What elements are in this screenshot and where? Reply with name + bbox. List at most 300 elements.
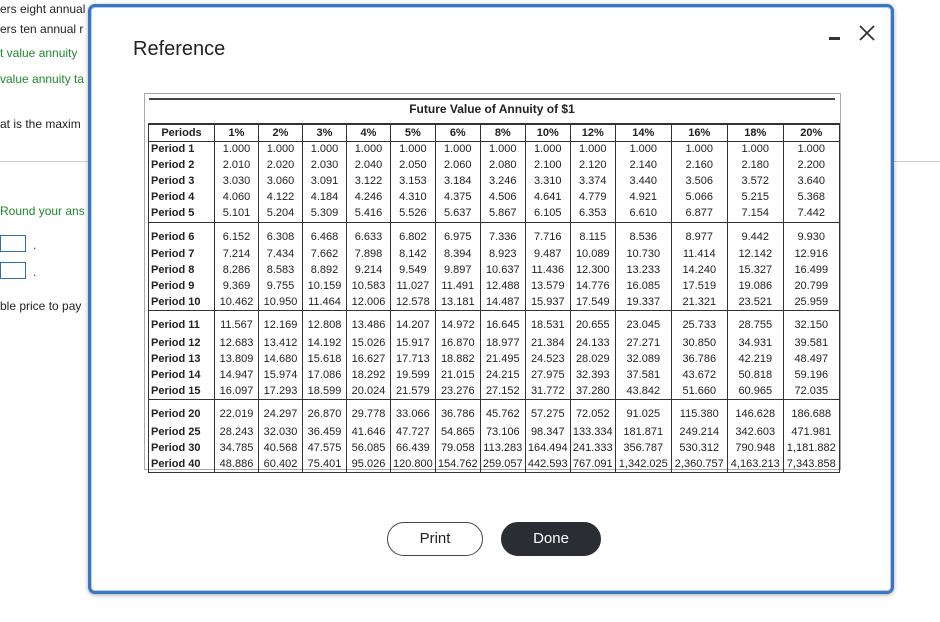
row-period-label: Period 6 <box>149 222 215 247</box>
table-cell: 146.628 <box>727 400 783 425</box>
row-period-label: Period 11 <box>149 311 215 336</box>
table-cell: 17.086 <box>303 367 347 383</box>
bg-link-present-value-annuity[interactable]: t value annuity <box>0 46 78 60</box>
row-period-label: Period 15 <box>149 383 215 399</box>
table-cell: 29.778 <box>347 400 391 425</box>
table-cell: 1.000 <box>259 142 303 158</box>
table-cell: 36.786 <box>435 400 480 425</box>
table-cell: 8.536 <box>615 222 671 247</box>
table-cell: 6.633 <box>347 222 391 247</box>
table-cell: 8.394 <box>435 247 480 263</box>
table-cell: 72.035 <box>783 383 839 399</box>
table-cell: 5.215 <box>727 190 783 206</box>
table-row <box>149 440 840 456</box>
table-cell: 32.393 <box>570 367 615 383</box>
table-cell: 45.762 <box>480 400 525 425</box>
table-cell: 32.089 <box>615 351 671 367</box>
row-period-label: Period 10 <box>149 295 215 311</box>
table-cell: 14.680 <box>259 351 303 367</box>
table-cell: 12.808 <box>303 311 347 336</box>
table-cell: 72.052 <box>570 400 615 425</box>
table-cell: 3.153 <box>391 174 436 190</box>
table-cell: 154.762 <box>435 456 480 472</box>
column-header-rate: 2% <box>259 124 303 142</box>
column-header-rate: 18% <box>727 124 783 142</box>
table-cell: 16.499 <box>783 263 839 279</box>
bg-divider-right <box>894 161 940 162</box>
table-cell: 6.610 <box>615 206 671 222</box>
table-cell: 5.066 <box>671 190 727 206</box>
table-cell: 13.233 <box>615 263 671 279</box>
table-cell: 17.713 <box>391 351 436 367</box>
table-cell: 10.730 <box>615 247 671 263</box>
table-cell: 73.106 <box>480 424 525 440</box>
table-cell: 28.243 <box>215 424 259 440</box>
bg-answer-input-2[interactable] <box>0 262 26 279</box>
table-cell: 33.066 <box>391 400 436 425</box>
table-cell: 4.122 <box>259 190 303 206</box>
table-cell: 4.246 <box>347 190 391 206</box>
table-cell: 15.917 <box>391 335 436 351</box>
table-row <box>149 424 840 440</box>
table-cell: 12.578 <box>391 295 436 311</box>
table-cell: 48.497 <box>783 351 839 367</box>
column-header-rate: 14% <box>615 124 671 142</box>
table-cell: 11.491 <box>435 279 480 295</box>
table-cell: 120.800 <box>391 456 436 472</box>
table-cell: 767.091 <box>570 456 615 472</box>
table-cell: 43.842 <box>615 383 671 399</box>
table-cell: 23.045 <box>615 311 671 336</box>
table-cell: 15.974 <box>259 367 303 383</box>
row-period-label: Period 4 <box>149 190 215 206</box>
table-cell: 356.787 <box>615 440 671 456</box>
table-row <box>149 222 840 247</box>
column-header-rate: 5% <box>391 124 436 142</box>
table-cell: 14.776 <box>570 279 615 295</box>
close-icon[interactable] <box>857 23 877 43</box>
table-cell: 18.292 <box>347 367 391 383</box>
table-cell: 91.025 <box>615 400 671 425</box>
table-cell: 25.733 <box>671 311 727 336</box>
table-cell: 8.892 <box>303 263 347 279</box>
table-cell: 2.010 <box>215 158 259 174</box>
table-cell: 98.347 <box>525 424 570 440</box>
table-cell: 2.050 <box>391 158 436 174</box>
table-cell: 12.006 <box>347 295 391 311</box>
column-header-rate: 12% <box>570 124 615 142</box>
table-cell: 10.950 <box>259 295 303 311</box>
future-value-annuity-table <box>148 123 840 473</box>
table-cell: 40.568 <box>259 440 303 456</box>
table-cell: 4.184 <box>303 190 347 206</box>
table-cell: 5.204 <box>259 206 303 222</box>
table-cell: 14.192 <box>303 335 347 351</box>
row-period-label: Period 14 <box>149 367 215 383</box>
row-period-label: Period 3 <box>149 174 215 190</box>
row-period-label: Period 12 <box>149 335 215 351</box>
table-cell: 442.593 <box>525 456 570 472</box>
table-cell: 50.818 <box>727 367 783 383</box>
table-cell: 7.336 <box>480 222 525 247</box>
column-header-rate: 3% <box>303 124 347 142</box>
table-cell: 5.309 <box>303 206 347 222</box>
table-cell: 5.526 <box>391 206 436 222</box>
table-cell: 59.196 <box>783 367 839 383</box>
table-row <box>149 367 840 383</box>
table-cell: 8.286 <box>215 263 259 279</box>
table-cell: 28.755 <box>727 311 783 336</box>
table-cell: 21.495 <box>480 351 525 367</box>
table-cell: 43.672 <box>671 367 727 383</box>
table-cell: 2.060 <box>435 158 480 174</box>
table-cell: 181.871 <box>615 424 671 440</box>
table-cell: 42.219 <box>727 351 783 367</box>
table-cell: 26.870 <box>303 400 347 425</box>
table-cell: 60.402 <box>259 456 303 472</box>
row-period-label: Period 8 <box>149 263 215 279</box>
table-cell: 6.802 <box>391 222 436 247</box>
bg-question-line-4: ble price to pay <box>0 299 82 313</box>
row-period-label: Period 30 <box>149 440 215 456</box>
table-cell: 9.369 <box>215 279 259 295</box>
table-cell: 10.583 <box>347 279 391 295</box>
table-cell: 9.930 <box>783 222 839 247</box>
table-cell: 19.086 <box>727 279 783 295</box>
table-cell: 18.977 <box>480 335 525 351</box>
table-cell: 15.026 <box>347 335 391 351</box>
table-cell: 4.921 <box>615 190 671 206</box>
table-cell: 18.599 <box>303 383 347 399</box>
table-cell: 9.897 <box>435 263 480 279</box>
table-row <box>149 383 840 399</box>
table-row <box>149 142 840 158</box>
table-cell: 14.972 <box>435 311 480 336</box>
table-cell: 30.850 <box>671 335 727 351</box>
table-cell: 13.181 <box>435 295 480 311</box>
table-row <box>149 456 840 472</box>
table-cell: 7.662 <box>303 247 347 263</box>
table-cell: 6.877 <box>671 206 727 222</box>
table-cell: 164.494 <box>525 440 570 456</box>
table-cell: 41.646 <box>347 424 391 440</box>
table-cell: 17.549 <box>570 295 615 311</box>
table-cell: 16.097 <box>215 383 259 399</box>
table-cell: 6.468 <box>303 222 347 247</box>
table-cell: 2.020 <box>259 158 303 174</box>
column-header-rate: 10% <box>525 124 570 142</box>
table-cell: 12.142 <box>727 247 783 263</box>
table-cell: 27.152 <box>480 383 525 399</box>
table-cell: 530.312 <box>671 440 727 456</box>
table-cell: 259.057 <box>480 456 525 472</box>
table-cell: 241.333 <box>570 440 615 456</box>
table-cell: 14.487 <box>480 295 525 311</box>
table-cell: 14.240 <box>671 263 727 279</box>
bg-question-line-2: ers ten annual r <box>0 22 84 36</box>
bg-input-suffix-2: . <box>33 265 37 279</box>
table-cell: 7.214 <box>215 247 259 263</box>
table-cell: 12.488 <box>480 279 525 295</box>
table-cell: 13.579 <box>525 279 570 295</box>
table-cell: 21.321 <box>671 295 727 311</box>
table-cell: 3.030 <box>215 174 259 190</box>
table-row <box>149 279 840 295</box>
table-cell: 790.948 <box>727 440 783 456</box>
table-cell: 21.579 <box>391 383 436 399</box>
table-cell: 34.931 <box>727 335 783 351</box>
table-cell: 56.085 <box>347 440 391 456</box>
bg-input-suffix-1: . <box>33 238 37 252</box>
bg-link-value-annuity-table[interactable]: value annuity ta <box>0 72 85 86</box>
table-cell: 23.276 <box>435 383 480 399</box>
table-cell: 16.645 <box>480 311 525 336</box>
table-cell: 7.442 <box>783 206 839 222</box>
table-cell: 8.923 <box>480 247 525 263</box>
table-cell: 21.015 <box>435 367 480 383</box>
reference-dialog <box>88 4 894 594</box>
table-cell: 4.506 <box>480 190 525 206</box>
table-cell: 12.916 <box>783 247 839 263</box>
table-cell: 95.026 <box>347 456 391 472</box>
table-cell: 15.327 <box>727 263 783 279</box>
table-cell: 12.169 <box>259 311 303 336</box>
table-cell: 1.000 <box>347 142 391 158</box>
table-top-rule <box>149 98 835 100</box>
table-cell: 1.000 <box>435 142 480 158</box>
table-cell: 1.000 <box>570 142 615 158</box>
table-cell: 32.030 <box>259 424 303 440</box>
table-cell: 31.772 <box>525 383 570 399</box>
row-period-label: Period 2 <box>149 158 215 174</box>
table-cell: 19.337 <box>615 295 671 311</box>
table-cell: 7.434 <box>259 247 303 263</box>
table-cell: 9.214 <box>347 263 391 279</box>
table-cell: 39.581 <box>783 335 839 351</box>
table-cell: 4.310 <box>391 190 436 206</box>
table-cell: 6.152 <box>215 222 259 247</box>
table-cell: 3.060 <box>259 174 303 190</box>
table-header-row <box>149 124 840 142</box>
table-cell: 24.215 <box>480 367 525 383</box>
table-cell: 2.030 <box>303 158 347 174</box>
row-period-label: Period 9 <box>149 279 215 295</box>
table-cell: 9.549 <box>391 263 436 279</box>
table-cell: 2,360.757 <box>671 456 727 472</box>
table-cell: 1.000 <box>783 142 839 158</box>
table-cell: 37.581 <box>615 367 671 383</box>
table-cell: 471.981 <box>783 424 839 440</box>
table-cell: 34.785 <box>215 440 259 456</box>
table-row <box>149 206 840 222</box>
table-cell: 22.019 <box>215 400 259 425</box>
table-cell: 1,181.882 <box>783 440 839 456</box>
table-row <box>149 247 840 263</box>
table-cell: 6.975 <box>435 222 480 247</box>
minimize-icon[interactable] <box>829 37 840 40</box>
table-cell: 51.660 <box>671 383 727 399</box>
column-header-rate: 4% <box>347 124 391 142</box>
table-cell: 20.799 <box>783 279 839 295</box>
table-row <box>149 190 840 206</box>
table-cell: 48.886 <box>215 456 259 472</box>
table-cell: 5.101 <box>215 206 259 222</box>
table-cell: 6.353 <box>570 206 615 222</box>
table-cell: 24.297 <box>259 400 303 425</box>
table-cell: 11.436 <box>525 263 570 279</box>
table-cell: 60.965 <box>727 383 783 399</box>
column-header-rate: 6% <box>435 124 480 142</box>
row-period-label: Period 13 <box>149 351 215 367</box>
table-cell: 1.000 <box>480 142 525 158</box>
table-cell: 249.214 <box>671 424 727 440</box>
table-cell: 3.246 <box>480 174 525 190</box>
table-cell: 10.089 <box>570 247 615 263</box>
bg-divider-left <box>0 161 88 162</box>
table-cell: 17.293 <box>259 383 303 399</box>
table-cell: 20.024 <box>347 383 391 399</box>
table-cell: 4.641 <box>525 190 570 206</box>
table-cell: 66.439 <box>391 440 436 456</box>
table-cell: 7,343.858 <box>783 456 839 472</box>
table-cell: 16.627 <box>347 351 391 367</box>
table-cell: 14.947 <box>215 367 259 383</box>
table-cell: 9.442 <box>727 222 783 247</box>
table-cell: 16.870 <box>435 335 480 351</box>
table-cell: 47.575 <box>303 440 347 456</box>
table-cell: 8.583 <box>259 263 303 279</box>
bg-question-line-1: ers eight annual <box>0 2 86 16</box>
table-cell: 2.080 <box>480 158 525 174</box>
bg-question-line-3: at is the maxim <box>0 117 81 131</box>
table-cell: 21.384 <box>525 335 570 351</box>
table-row <box>149 400 840 425</box>
table-row <box>149 158 840 174</box>
table-cell: 6.308 <box>259 222 303 247</box>
table-cell: 13.412 <box>259 335 303 351</box>
table-cell: 75.401 <box>303 456 347 472</box>
table-cell: 32.150 <box>783 311 839 336</box>
table-cell: 37.280 <box>570 383 615 399</box>
table-cell: 3.310 <box>525 174 570 190</box>
table-cell: 8.142 <box>391 247 436 263</box>
table-cell: 18.531 <box>525 311 570 336</box>
table-cell: 23.521 <box>727 295 783 311</box>
table-cell: 1.000 <box>671 142 727 158</box>
row-period-label: Period 7 <box>149 247 215 263</box>
table-cell: 8.115 <box>570 222 615 247</box>
table-cell: 10.159 <box>303 279 347 295</box>
table-cell: 4.779 <box>570 190 615 206</box>
done-button[interactable]: Done <box>501 522 601 556</box>
table-cell: 1.000 <box>525 142 570 158</box>
table-cell: 5.637 <box>435 206 480 222</box>
row-period-label: Period 40 <box>149 456 215 472</box>
table-cell: 24.523 <box>525 351 570 367</box>
table-cell: 24.133 <box>570 335 615 351</box>
table-cell: 3.374 <box>570 174 615 190</box>
table-cell: 2.140 <box>615 158 671 174</box>
table-cell: 27.975 <box>525 367 570 383</box>
table-cell: 17.519 <box>671 279 727 295</box>
table-cell: 7.898 <box>347 247 391 263</box>
table-cell: 1.000 <box>391 142 436 158</box>
table-cell: 1.000 <box>615 142 671 158</box>
row-period-label: Period 5 <box>149 206 215 222</box>
table-cell: 9.755 <box>259 279 303 295</box>
table-cell: 13.809 <box>215 351 259 367</box>
table-cell: 13.486 <box>347 311 391 336</box>
table-cell: 36.459 <box>303 424 347 440</box>
table-cell: 54.865 <box>435 424 480 440</box>
print-button[interactable]: Print <box>387 522 483 556</box>
table-cell: 3.640 <box>783 174 839 190</box>
table-row <box>149 351 840 367</box>
table-cell: 11.567 <box>215 311 259 336</box>
column-header-rate: 20% <box>783 124 839 142</box>
table-cell: 7.716 <box>525 222 570 247</box>
table-cell: 2.100 <box>525 158 570 174</box>
table-cell: 2.040 <box>347 158 391 174</box>
table-cell: 186.688 <box>783 400 839 425</box>
bg-answer-input-1[interactable] <box>0 235 26 252</box>
table-cell: 15.937 <box>525 295 570 311</box>
table-cell: 15.618 <box>303 351 347 367</box>
table-cell: 10.462 <box>215 295 259 311</box>
table-cell: 5.416 <box>347 206 391 222</box>
table-cell: 3.184 <box>435 174 480 190</box>
table-cell: 10.637 <box>480 263 525 279</box>
table-row <box>149 263 840 279</box>
dialog-title: Reference <box>133 38 226 60</box>
row-period-label: Period 1 <box>149 142 215 158</box>
table-cell: 7.154 <box>727 206 783 222</box>
table-cell: 115.380 <box>671 400 727 425</box>
table-cell: 4,163.213 <box>727 456 783 472</box>
table-cell: 57.275 <box>525 400 570 425</box>
table-cell: 11.414 <box>671 247 727 263</box>
column-header-rate: 1% <box>215 124 259 142</box>
table-caption: Future Value of Annuity of $1 <box>409 102 575 116</box>
table-cell: 79.058 <box>435 440 480 456</box>
table-cell: 16.085 <box>615 279 671 295</box>
table-cell: 14.207 <box>391 311 436 336</box>
column-header-periods: Periods <box>149 124 215 142</box>
bg-instruction-round: Round your ans <box>0 204 85 218</box>
table-cell: 3.122 <box>347 174 391 190</box>
table-cell: 1.000 <box>215 142 259 158</box>
table-cell: 3.091 <box>303 174 347 190</box>
table-cell: 12.300 <box>570 263 615 279</box>
column-header-rate: 8% <box>480 124 525 142</box>
table-cell: 1,342.025 <box>615 456 671 472</box>
table-row <box>149 295 840 311</box>
table-cell: 2.120 <box>570 158 615 174</box>
table-row <box>149 335 840 351</box>
table-cell: 342.603 <box>727 424 783 440</box>
table-cell: 47.727 <box>391 424 436 440</box>
table-cell: 27.271 <box>615 335 671 351</box>
table-cell: 4.375 <box>435 190 480 206</box>
table-cell: 6.105 <box>525 206 570 222</box>
column-header-rate: 16% <box>671 124 727 142</box>
table-cell: 11.027 <box>391 279 436 295</box>
table-cell: 25.959 <box>783 295 839 311</box>
table-cell: 11.464 <box>303 295 347 311</box>
table-cell: 1.000 <box>727 142 783 158</box>
table-cell: 19.599 <box>391 367 436 383</box>
table-row <box>149 174 840 190</box>
